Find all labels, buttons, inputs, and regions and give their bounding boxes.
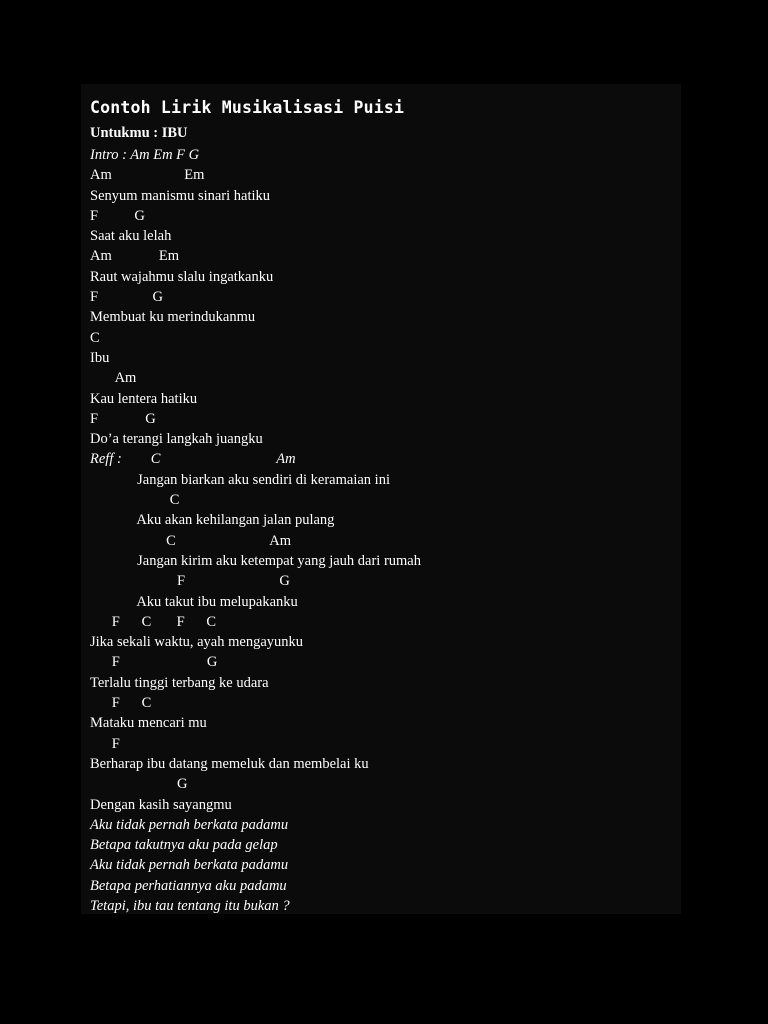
- lyric-line: Jangan kirim aku ketempat yang jauh dari rumah: [90, 552, 421, 569]
- lyric-line: Aku takut ibu melupakanku: [90, 593, 298, 610]
- chord-line: C: [90, 492, 180, 509]
- intro-line: Intro : Am Em F G: [90, 147, 200, 163]
- lyric-line: Aku akan kehilangan jalan pulang: [90, 512, 335, 529]
- chord-line: F G: [90, 410, 156, 427]
- chord-line: F: [90, 735, 120, 752]
- lyric-line: Senyum manismu sinari hatiku: [90, 187, 271, 204]
- chord-line: G: [90, 776, 188, 793]
- lyric-line: Saat aku lelah: [90, 228, 172, 245]
- song-subtitle: Untukmu : IBU: [90, 125, 188, 141]
- lyric-line: Raut wajahmu slalu ingatkanku: [90, 268, 274, 285]
- outro-line: Aku tidak pernah berkata padamu: [90, 816, 289, 833]
- lyric-line: Kau lentera hatiku: [90, 390, 198, 407]
- chord-line: Am Em: [90, 248, 180, 265]
- outro-line: Aku tidak pernah berkata padamu: [90, 857, 289, 874]
- lyric-line: Jika sekali waktu, ayah mengayunku: [90, 634, 304, 651]
- chord-line: F C F C: [90, 613, 217, 630]
- chord-line: Am: [90, 370, 137, 387]
- page-title: Contoh Lirik Musikalisasi Puisi: [90, 98, 405, 117]
- chord-line: C Am: [90, 532, 291, 549]
- document-content: [81, 84, 681, 926]
- chord-line: F G: [90, 573, 290, 590]
- lyric-line: Do’a terangi langkah juangku: [90, 431, 263, 448]
- lyric-line: Berharap ibu datang memeluk dan membelai ku: [90, 755, 369, 772]
- document-body: [81, 84, 681, 914]
- lyric-line: Mataku mencari mu: [90, 715, 207, 732]
- lyric-line: Terlalu tinggi terbang ke udara: [90, 674, 269, 691]
- lyric-line: Jangan biarkan aku sendiri di keramaian ini: [90, 471, 390, 488]
- outro-line: Betapa takutnya aku pada gelap: [90, 837, 278, 854]
- lyric-line: Membuat ku merindukanmu: [90, 309, 256, 326]
- reff-heading: Reff : C Am: [90, 451, 296, 468]
- chord-line: F C: [90, 695, 152, 712]
- lyric-line: Ibu: [90, 349, 110, 366]
- chord-line: C: [90, 329, 100, 346]
- chord-line: F G: [90, 207, 145, 224]
- lyric-line: Dengan kasih sayangmu: [90, 796, 232, 813]
- chord-line: Am Em: [90, 167, 205, 184]
- chord-line: F G: [90, 654, 218, 671]
- chord-line: F G: [90, 289, 163, 306]
- outro-line: Betapa perhatiannya aku padamu: [90, 877, 287, 894]
- outro-line: Tetapi, ibu tau tentang itu bukan ?: [90, 897, 290, 914]
